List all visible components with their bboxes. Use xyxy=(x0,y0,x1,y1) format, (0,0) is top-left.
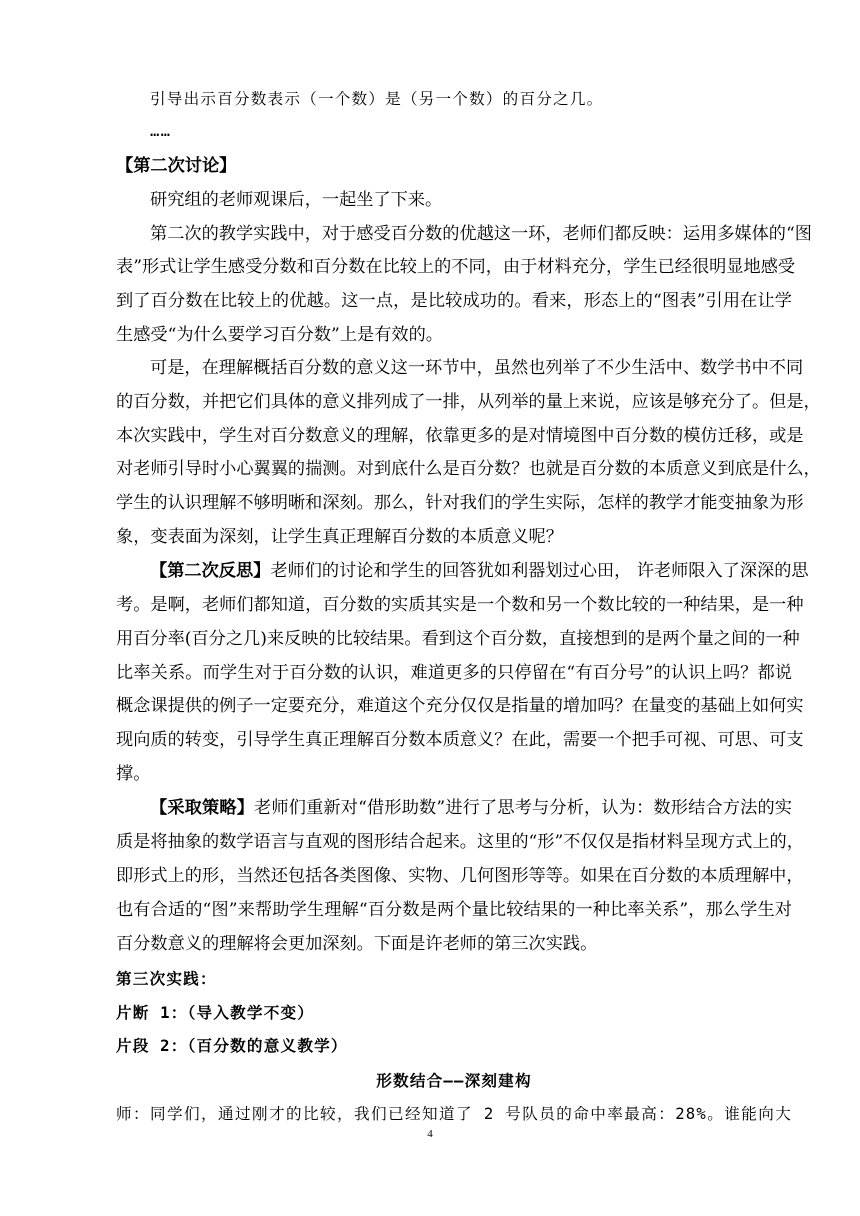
paragraph-line: 现向质的转变，引导学生真正理解百分数本质意义？在此，需要一个把手可视、可思、可支 xyxy=(116,730,804,750)
page-number: 4 xyxy=(427,1128,433,1140)
paragraph-line: 考。是啊，老师们都知道，百分数的实质其实是一个数和另一个数比较的一种结果，是一种 xyxy=(116,595,804,615)
paragraph-line: 可是，在理解概括百分数的意义这一环节中，虽然也列举了不少生活中、数学书中不同 xyxy=(150,358,804,378)
paragraph-line: 即形式上的形，当然还包括各类图像、实物、几何图形等等。如果在百分数的本质理解中， xyxy=(116,866,804,886)
paragraph-line: 本次实践中，学生对百分数意义的理解，依靠更多的是对情境图中百分数的模仿迁移，或是 xyxy=(116,426,804,446)
heading-third-practice: 第三次实践： xyxy=(116,970,217,988)
paragraph-line: 也有合适的“图”来帮助学生理解“百分数是两个量比较结果的一种比率关系”，那么学生对 xyxy=(116,900,792,920)
section-heading-second-discussion: 【第二次讨论】 xyxy=(116,156,237,176)
heading-fragment-1: 片断 1：（导入教学不变） xyxy=(116,1004,315,1022)
paragraph-line: 第二次的教学实践中，对于感受百分数的优越这一环，老师们都反映：运用多媒体的“图 xyxy=(150,224,812,244)
paragraph-line: 研究组的老师观课后，一起坐了下来。 xyxy=(150,190,443,210)
paragraph-line xyxy=(150,797,792,820)
paragraph-line: 师：同学们，通过刚才的比较，我们已经知道了 2 号队员的命中率最高：28%。谁能向大 xyxy=(116,1105,792,1123)
paragraph-line: 概念课提供的例子一定要充分，难道这个充分仅仅是指量的增加吗？在量变的基础上如何实 xyxy=(116,696,804,716)
paragraph-text: 老师们重新对“借形助数”进行了思考与分析，认为：数形结合方法的实 xyxy=(254,798,792,818)
section-heading-second-reflection: 【第二次反思】 xyxy=(150,561,271,581)
centered-subtitle: 形数结合——深刻建构 xyxy=(376,1072,532,1090)
paragraph-line: 学生的认识理解不够明晰和深刻。那么，针对我们的学生实际，怎样的教学才能变抽象为形 xyxy=(116,493,804,513)
paragraph-line: 生感受“为什么要学习百分数”上是有效的。 xyxy=(116,325,443,345)
heading-fragment-2: 片段 2：（百分数的意义教学） xyxy=(116,1037,348,1055)
paragraph-line: 象，变表面为深刻，让学生真正理解百分数的本质意义呢？ xyxy=(116,527,563,547)
paragraph-line: 用百分率(百分之几)来反映的比较结果。看到这个百分数，直接想到的是两个量之间的一种 xyxy=(116,629,800,649)
paragraph-line: 对老师引导时小心翼翼的揣测。对到底什么是百分数？也就是百分数的本质意义到底是什么， xyxy=(116,459,821,479)
paragraph-line xyxy=(150,560,809,583)
paragraph-line: 的百分数，并把它们具体的意义排列成了一排，从列举的量上来说，应该是够充分了。但是， xyxy=(116,392,821,412)
paragraph-line: 百分数意义的理解将会更加深刻。下面是许老师的第三次实践。 xyxy=(116,934,598,954)
paragraph-line: 撑。 xyxy=(116,764,151,784)
paragraph-line: 表”形式让学生感受分数和百分数在比较上的不同，由于材料充分，学生已经很明显地感受 xyxy=(116,257,796,277)
ellipsis-line: …… xyxy=(150,122,172,140)
paragraph-line: 质是将抽象的数学语言与直观的图形结合起来。这里的“形”不仅仅是指材料呈现方式上的， xyxy=(116,832,804,852)
paragraph-line: 比率关系。而学生对于百分数的认识，难道更多的只停留在“有百分号”的认识上吗？都说 xyxy=(116,663,792,683)
paragraph-text: 老师们的讨论和学生的回答犹如利器划过心田， 许老师限入了深深的思 xyxy=(270,561,809,581)
text-line: 引导出示百分数表示（一个数）是（另一个数）的百分之几。 xyxy=(150,90,604,108)
paragraph-line: 到了百分数在比较上的优越。这一点，是比较成功的。看来，形态上的“图表”引用在让学 xyxy=(116,291,792,311)
section-heading-strategy: 【采取策略】 xyxy=(150,798,255,818)
